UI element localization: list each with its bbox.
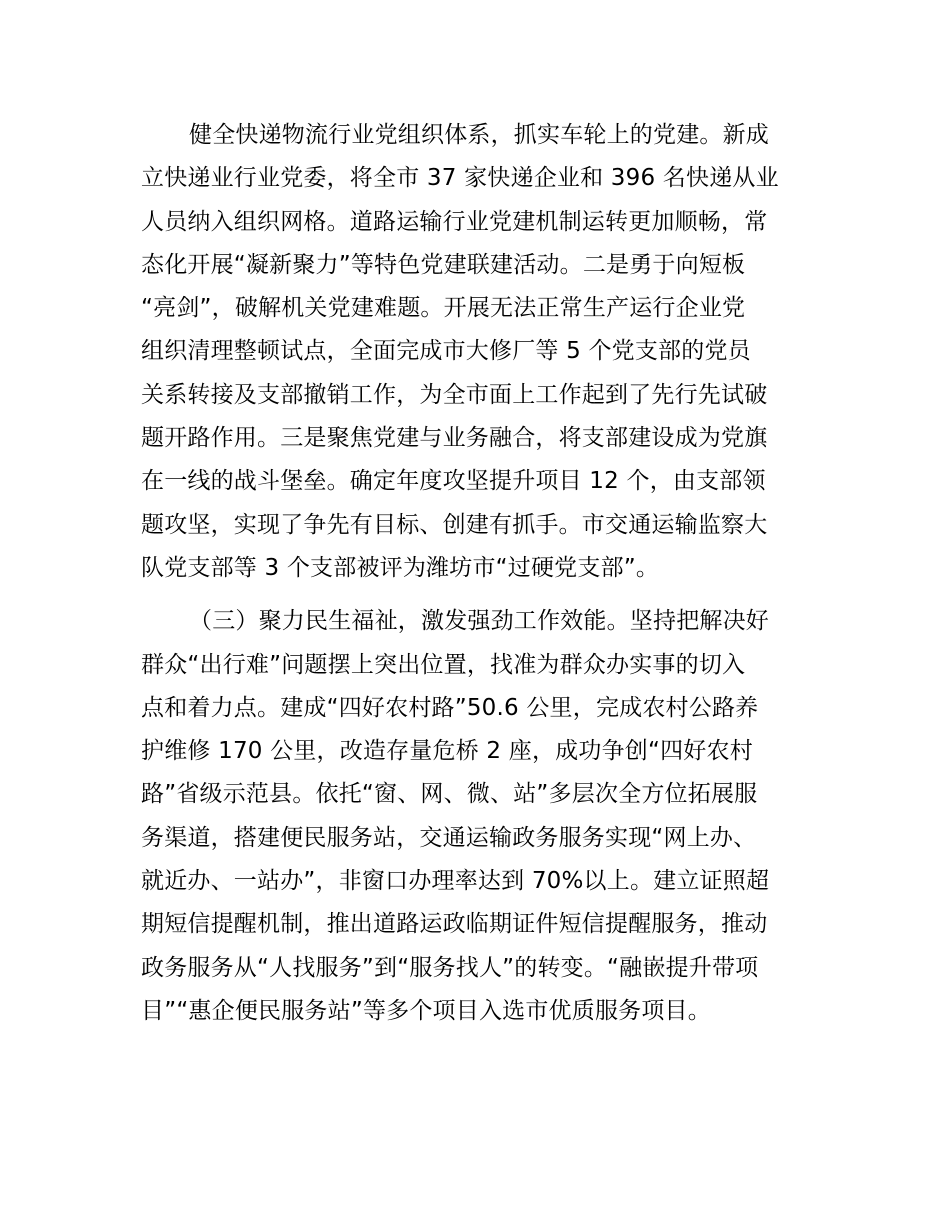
text-line: 题攻坚，实现了争先有目标、创建有抓手。市交通运输监察大: [141, 511, 768, 538]
text-line: “亮剑”，破解机关党建难题。开展无法正常生产运行企业党: [141, 295, 746, 322]
text-line: 关系转接及支部撤销工作，为全市面上工作起到了先行先试破: [141, 381, 768, 408]
text-line: 组织清理整顿试点，全面完成市大修厂等 5 个党支部的党员: [141, 338, 751, 365]
paragraph-2: [141, 600, 816, 1033]
text-line: 群众“出行难”问题摆上突出位置，找准为群众办实事的切入: [141, 651, 746, 678]
text-line: 队党支部等 3 个支部被评为潍坊市“过硬党支部”。: [141, 554, 660, 581]
text-line: 期短信提醒机制，推出道路运政临期证件短信提醒服务，推动: [141, 911, 768, 938]
text-line: 路”省级示范县。依托“窗、网、微、站”多层次全方位拓展服: [141, 781, 758, 808]
text-line: 健全快递物流行业党组织体系，抓实车轮上的党建。新成: [189, 122, 769, 148]
text-line: 政务服务从“人找服务”到“服务找人”的转变。“融嵌提升带项: [141, 954, 759, 981]
text-line: 点和着力点。建成“四好农村路”50.6 公里，完成农村公路养: [141, 694, 759, 721]
text-line: 护维修 170 公里，改造存量危桥 2 座，成功争创“四好农村: [141, 738, 753, 765]
text-line: （三）聚力民生福祉，激发强劲工作效能。坚持把解决好: [189, 608, 769, 635]
text-line: 务渠道，搭建便民服务站，交通运输政务服务实现“网上办、: [141, 824, 757, 851]
text-line: 就近办、一站办”，非窗口办理率达到 70%以上。建立证照超: [141, 868, 770, 895]
text-line: 在一线的战斗堡垒。确定年度攻坚提升项目 12 个，由支部领: [141, 468, 766, 495]
text-line: 立快递业行业党委，将全市 37 家快递企业和 396 名快递从业: [141, 165, 779, 192]
paragraph-spacer: [141, 590, 816, 600]
document-body: [141, 114, 816, 1033]
text-line: 人员纳入组织网格。道路运输行业党建机制运转更加顺畅，常: [141, 208, 768, 235]
paragraph-1: [141, 114, 816, 590]
text-line: 题开路作用。三是聚焦党建与业务融合，将支部建设成为党旗: [141, 425, 768, 452]
text-line: 态化开展“凝新聚力”等特色党建联建活动。二是勇于向短板: [141, 251, 746, 278]
text-line: 目”“惠企便民服务站”等多个项目入选市优质服务项目。: [141, 997, 711, 1024]
